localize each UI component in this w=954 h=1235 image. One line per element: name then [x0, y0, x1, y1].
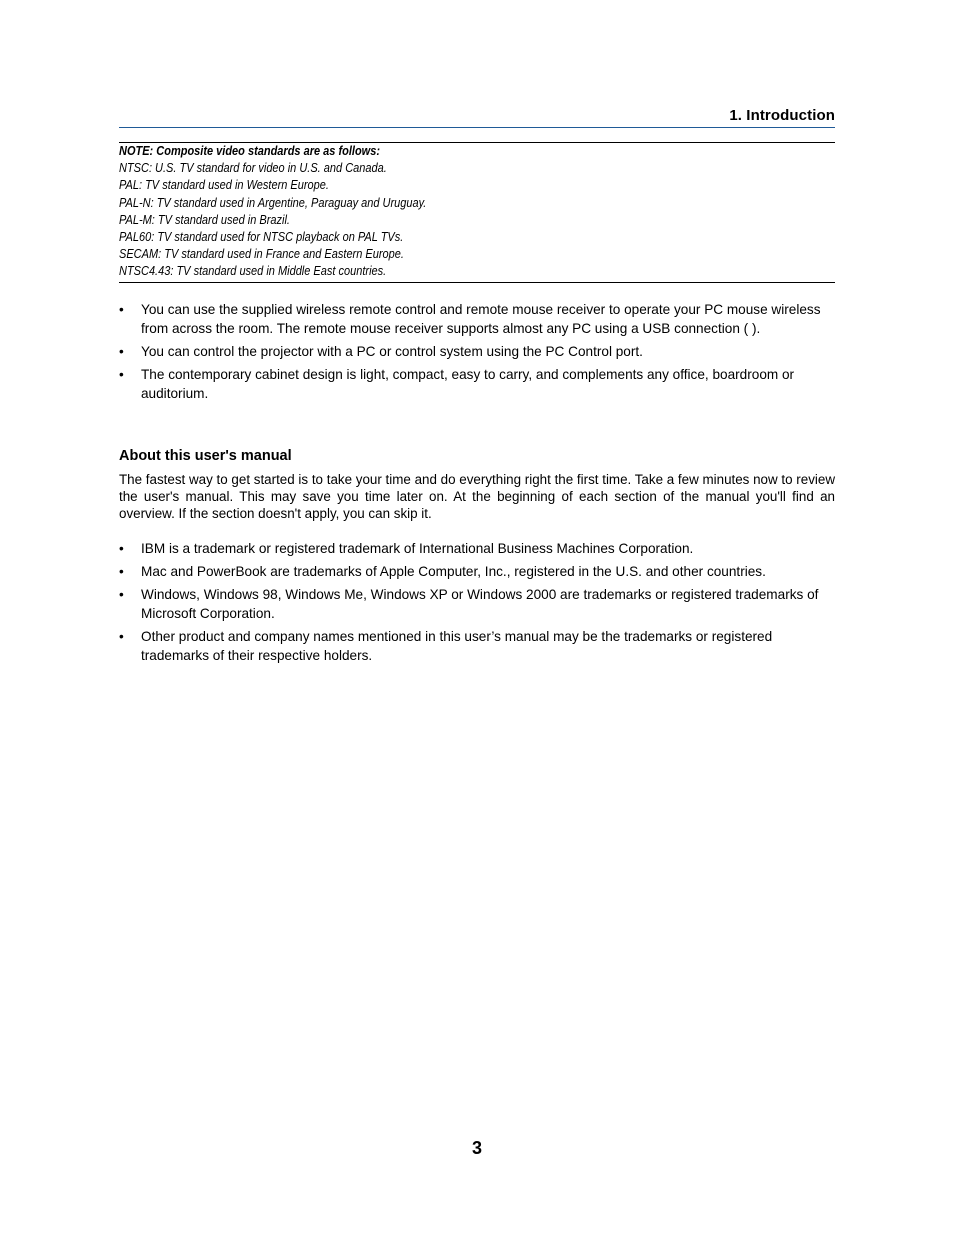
note-line-pal60: PAL60: TV standard used for NTSC playback on PAL TVs. [119, 230, 404, 245]
note-line-secam: SECAM: TV standard used in France and Eastern Europe. [119, 247, 404, 262]
header-rule [119, 127, 835, 128]
bullet-icon: • [119, 366, 124, 382]
list-item [119, 563, 835, 582]
feature-text: The contemporary cabinet design is light, compact, easy to carry, and complements any office, boardroom or auditorium. [141, 366, 795, 401]
trademark-list [119, 540, 835, 670]
document-page [119, 0, 835, 1235]
note-line-pal-n: PAL-N: TV standard used in Argentine, Paraguay and Uruguay. [119, 195, 427, 210]
list-item [119, 366, 835, 404]
list-item [119, 628, 835, 666]
bullet-icon: • [119, 563, 124, 579]
list-item [119, 343, 835, 362]
feature-text: You can control the projector with a PC or control system using the PC Control port. [141, 343, 643, 359]
chapter-title: 1. Introduction [729, 107, 835, 124]
bullet-icon: • [119, 586, 124, 602]
bullet-icon: • [119, 302, 124, 317]
page-number: 3 [471, 1138, 482, 1158]
note-line-ntsc443: NTSC4.43: TV standard used in Middle East countries. [119, 264, 387, 279]
note-box [119, 142, 835, 283]
trademark-text: Mac and PowerBook are trademarks of Apple Computer, Inc., registered in the U.S. and other countries. [141, 563, 766, 579]
list-item [119, 540, 835, 559]
section-body: The fastest way to get started is to take your time and do everything right the first time. Take a few minutes now to review the user's manual. This may save you time later on. At the beginning of each section of the manual you'll find an overview. If the section doesn't apply, you can skip it. [119, 472, 835, 522]
feature-text: You can use the supplied wireless remote control and remote mouse receiver to operate your PC mouse wireless from across the room. The remote mouse receiver supports almost any PC using a USB connection ( ). [141, 302, 821, 336]
list-item [119, 586, 835, 624]
section-heading: About this user's manual [119, 448, 292, 464]
trademark-text: Windows, Windows 98, Windows Me, Windows XP or Windows 2000 are trademarks or registered trademarks of Microsoft Corporation. [141, 586, 819, 621]
list-item [119, 301, 835, 339]
feature-list [119, 301, 835, 408]
bullet-icon: • [119, 541, 124, 556]
trademark-text: Other product and company names mentioned in this user’s manual may be the trademarks or registered trademarks of their respective holders. [141, 628, 773, 663]
bullet-icon: • [119, 628, 124, 644]
bullet-icon: • [119, 343, 124, 359]
note-line-pal-m: PAL-M: TV standard used in Brazil. [119, 212, 290, 227]
note-line-ntsc: NTSC: U.S. TV standard for video in U.S. and Canada. [119, 161, 387, 176]
trademark-text: IBM is a trademark or registered trademark of International Business Machines Corporation. [141, 541, 694, 556]
note-line-pal: PAL: TV standard used in Western Europe. [119, 178, 329, 193]
note-title: NOTE: Composite video standards are as follows: [119, 144, 381, 158]
